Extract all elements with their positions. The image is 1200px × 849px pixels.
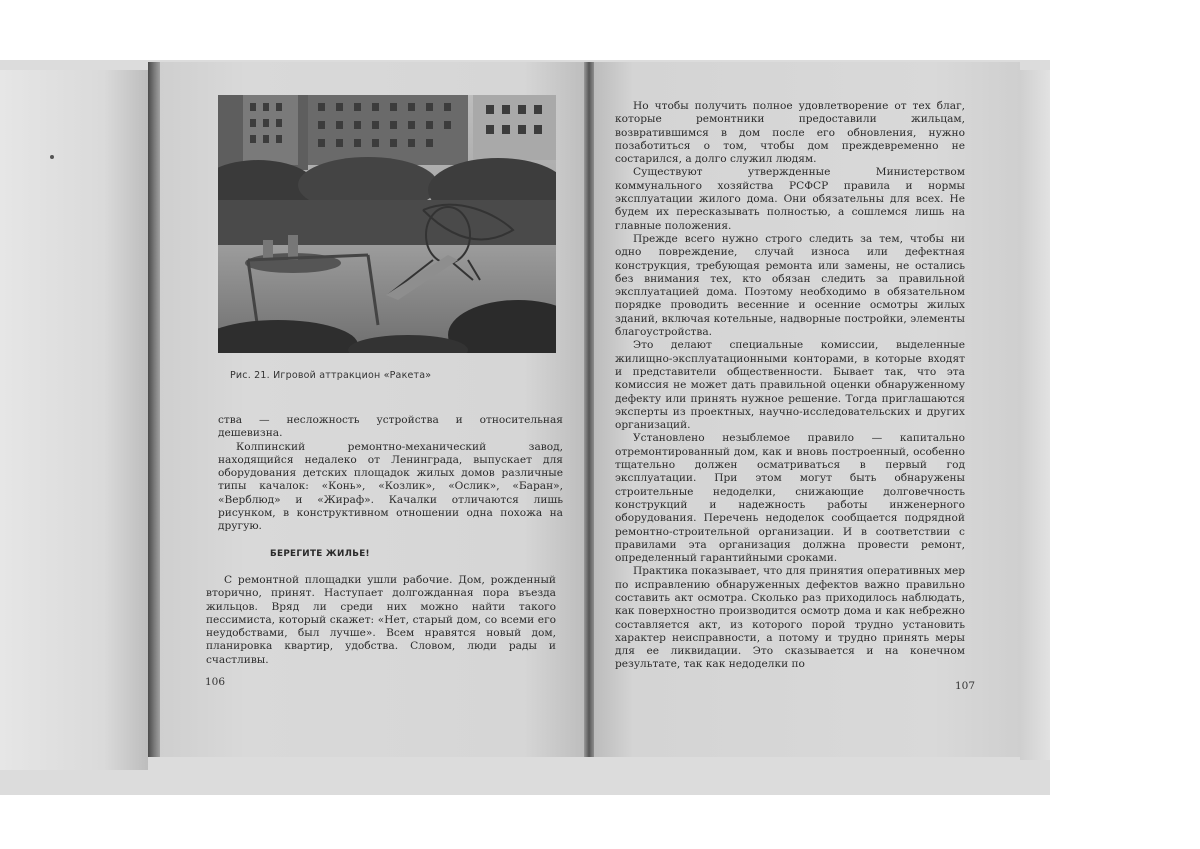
- paragraph: Существуют утвержденные Министерством коммунального хозяйства РСФСР правила и нормы эксплуатации жилого дома. Они обязательны для всех. Не будем их пересказывать полностью, а сошлемся лишь на главные положения.: [615, 166, 965, 232]
- section-heading: БЕРЕГИТЕ ЖИЛЬЕ!: [270, 549, 370, 559]
- page-number-left: 106: [205, 676, 226, 688]
- adjacent-sheet: [0, 70, 148, 770]
- paragraph: ства — несложность устройства и относительная дешевизна.: [218, 414, 563, 440]
- paragraph: Прежде всего нужно строго следить за тем, чтобы ни одно повреждение, случай износа или дефектная конструкция, требующая ремонта или замены, не остались без внимания тех, кто обязан следить за правильной эксплуатацией дома. Поэтому необходимо в обязательном порядке проводить весенние и осенние осмотры жилых зданий, включая котельные, надворные постройки, элементы благоустройства.: [615, 232, 965, 339]
- paragraph: С ремонтной площадки ушли рабочие. Дом, рожденный вторично, принят. Наступает долгожданная пора въезда жильцов. Вряд ли среди них можно найти такого пессимиста, который скажет: «Нет, старый дом, со всеми его неудобствами, был лучше». Всем нравятся новый дом, планировка квартир, удобства. Словом, люди рады и счастливы.: [206, 574, 556, 666]
- page-number-right: 107: [955, 680, 976, 692]
- figure-caption: Рис. 21. Игровой аттракцион «Ракета»: [230, 370, 432, 381]
- left-bottom-text: [206, 574, 556, 667]
- paragraph: Установлено незыблемое правило — капитально отремонтированный дом, как и вновь построенный, особенно тщательно должен осматриваться в первый год эксплуатации. При этом могут быть обнаружены строительные недоделки, снижающие долговечность конструкций и надежность работы инженерного оборудования. Перечень недоделок сообщается подрядной ремонтно-строительной организации. И в соответствии с правилами эта организация должна провести ремонт, определенный гарантийными сроками.: [615, 432, 965, 565]
- page-edge: [1020, 70, 1050, 760]
- right-page-text: [615, 100, 965, 672]
- playground-photo: [218, 95, 556, 353]
- left-top-text: [218, 414, 563, 534]
- book-gutter: [584, 62, 594, 757]
- playground-illustration: [218, 95, 556, 353]
- paragraph: Колпинский ремонтно-механический завод, находящийся недалеко от Ленинграда, выпускает для оборудования детских площадок жилых домов различные типы качалок: «Конь», «Козлик», «Ослик», «Баран», «Верблюд» и «Жираф». Качалки отличаются лишь рисунком, в конструктивном отношении одна похожа на другую.: [218, 440, 563, 533]
- dust-speck: [50, 155, 54, 159]
- paragraph: Практика показывает, что для принятия оперативных мер по исправлению обнаруженных дефектов важно правильно составить акт осмотра. Сколько раз приходилось наблюдать, как поверхностно производится осмотр дома и как небрежно составляется акт, из которого порой трудно установить характер неисправности, а потому и трудно принять меры для ее ликвидации. Это сказывается и на конечном результате, так как недоделки по: [615, 565, 965, 671]
- paragraph: Это делают специальные комиссии, выделенные жилищно-эксплуатационными конторами, в которые входят и представители общественности. Бывает так, что эта комиссия не может дать правильной оценки обнаруженному дефекту или принять нужное решение. Тогда приглашаются эксперты из проектных, научно-исследовательских и других организаций.: [615, 339, 965, 432]
- paragraph: Но чтобы получить полное удовлетворение от тех благ, которые ремонтники предоставили жильцам, возвратившимся в дом после его обновления, нужно позаботиться о том, чтобы дом преждевременно не состарился, а долго служил людям.: [615, 100, 965, 166]
